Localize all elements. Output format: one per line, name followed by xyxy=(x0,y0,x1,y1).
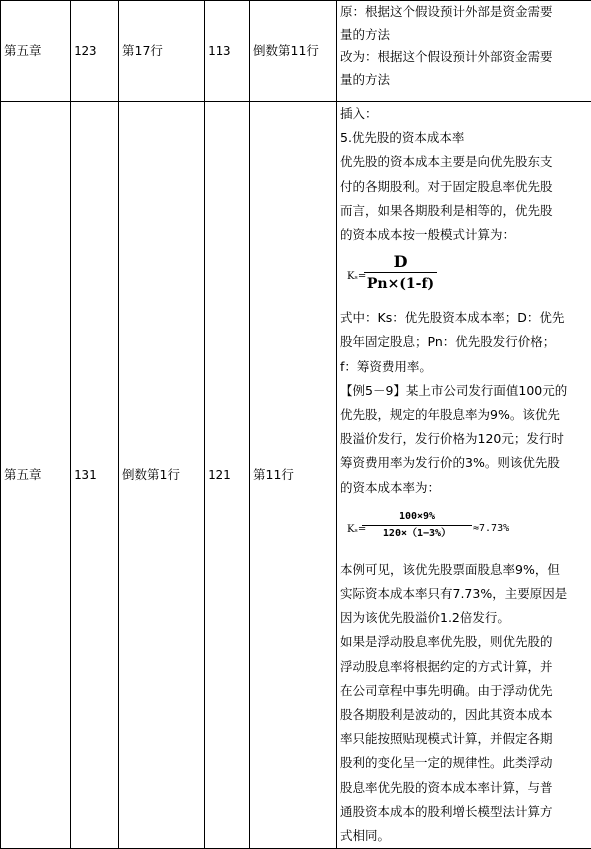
content-line: 股年固定股息；Pn：优先股发行价格； xyxy=(340,330,589,354)
content-line: 浮动股息率将根据约定的方式计算，并 xyxy=(340,655,589,679)
formula-denominator: 120×（1−3%） xyxy=(362,526,472,542)
formula-fraction xyxy=(364,253,437,295)
new-line-cell: 倒数第11行 xyxy=(250,1,337,102)
formula-lhs: Kₛ= xyxy=(347,268,366,286)
line-cell: 第17行 xyxy=(119,1,205,102)
content-cell xyxy=(337,1,591,102)
formula-numerator: D xyxy=(364,253,437,271)
page-cell: 131 xyxy=(71,102,119,849)
content-line: 而言，如果各期股利是相等的，优先股 xyxy=(340,199,589,223)
content-line: 式相同。 xyxy=(340,824,589,848)
new-line-cell: 第11行 xyxy=(250,102,337,849)
content-line: 率只能按照贴现模式计算，并假定各期 xyxy=(340,727,589,751)
content-line: 量的方法 xyxy=(340,69,589,92)
content-line: 通股资本成本的股利增长模型法计算方 xyxy=(340,800,589,824)
content-line: 付的各期股利。对于固定股息率优先股 xyxy=(340,175,589,199)
content-line: 因为该优先股溢价1.2倍发行。 xyxy=(340,606,589,630)
content-line: 本例可见，该优先股票面股息率9%，但 xyxy=(340,558,589,582)
chapter-cell: 第五章 xyxy=(1,1,71,102)
formula-denominator: Pn×(1-f) xyxy=(364,273,437,295)
example-formula xyxy=(340,500,589,558)
content-line: 的资本成本率为： xyxy=(340,476,589,500)
content-line: 股息率优先股的资本成本率计算，与普 xyxy=(340,776,589,800)
content-line: 股利的变化呈一定的规律性。此类浮动 xyxy=(340,751,589,775)
content-line: 5.优先股的资本成本率 xyxy=(340,126,589,150)
content-line: 股各期股利是波动的，因此其资本成本 xyxy=(340,703,589,727)
table-row xyxy=(1,102,591,849)
content-line: 在公司章程中事先明确。由于浮动优先 xyxy=(340,679,589,703)
chapter-cell: 第五章 xyxy=(1,102,71,849)
cost-formula xyxy=(340,247,589,306)
content-line: 优先股的资本成本主要是向优先股东支 xyxy=(340,150,589,174)
formula-fraction xyxy=(362,510,472,542)
formula-lhs: Kₛ= xyxy=(347,521,366,539)
formula-result: ≈7.73% xyxy=(473,520,509,538)
content-line: 实际资本成本率只有7.73%，主要原因是 xyxy=(340,582,589,606)
content-line: 量的方法 xyxy=(340,24,589,47)
content-line: 【例5－9】某上市公司发行面值100元的 xyxy=(340,379,589,403)
content-line: 改为：根据这个假设预计外部资金需要 xyxy=(340,46,589,69)
content-line: 股溢价发行，发行价格为120元；发行时 xyxy=(340,427,589,451)
new-page-cell: 113 xyxy=(205,1,250,102)
content-line: 的资本成本按一般模式计算为： xyxy=(340,223,589,247)
content-line: 筹资费用率为发行价的3%。则该优先股 xyxy=(340,451,589,475)
content-line: 式中：Ks：优先股资本成本率；D：优先 xyxy=(340,306,589,330)
content-line: f：筹资费用率。 xyxy=(340,355,589,379)
formula-numerator: 100×9% xyxy=(362,510,472,524)
line-cell: 倒数第1行 xyxy=(119,102,205,849)
content-line: 原：根据这个假设预计外部是资金需要 xyxy=(340,1,589,24)
content-line: 优先股，规定的年股息率为9%。该优先 xyxy=(340,403,589,427)
content-cell xyxy=(337,102,591,849)
page-cell: 123 xyxy=(71,1,119,102)
table-row xyxy=(1,1,591,102)
new-page-cell: 121 xyxy=(205,102,250,849)
content-line: 插入： xyxy=(340,102,589,126)
content-line: 如果是浮动股息率优先股，则优先股的 xyxy=(340,630,589,654)
